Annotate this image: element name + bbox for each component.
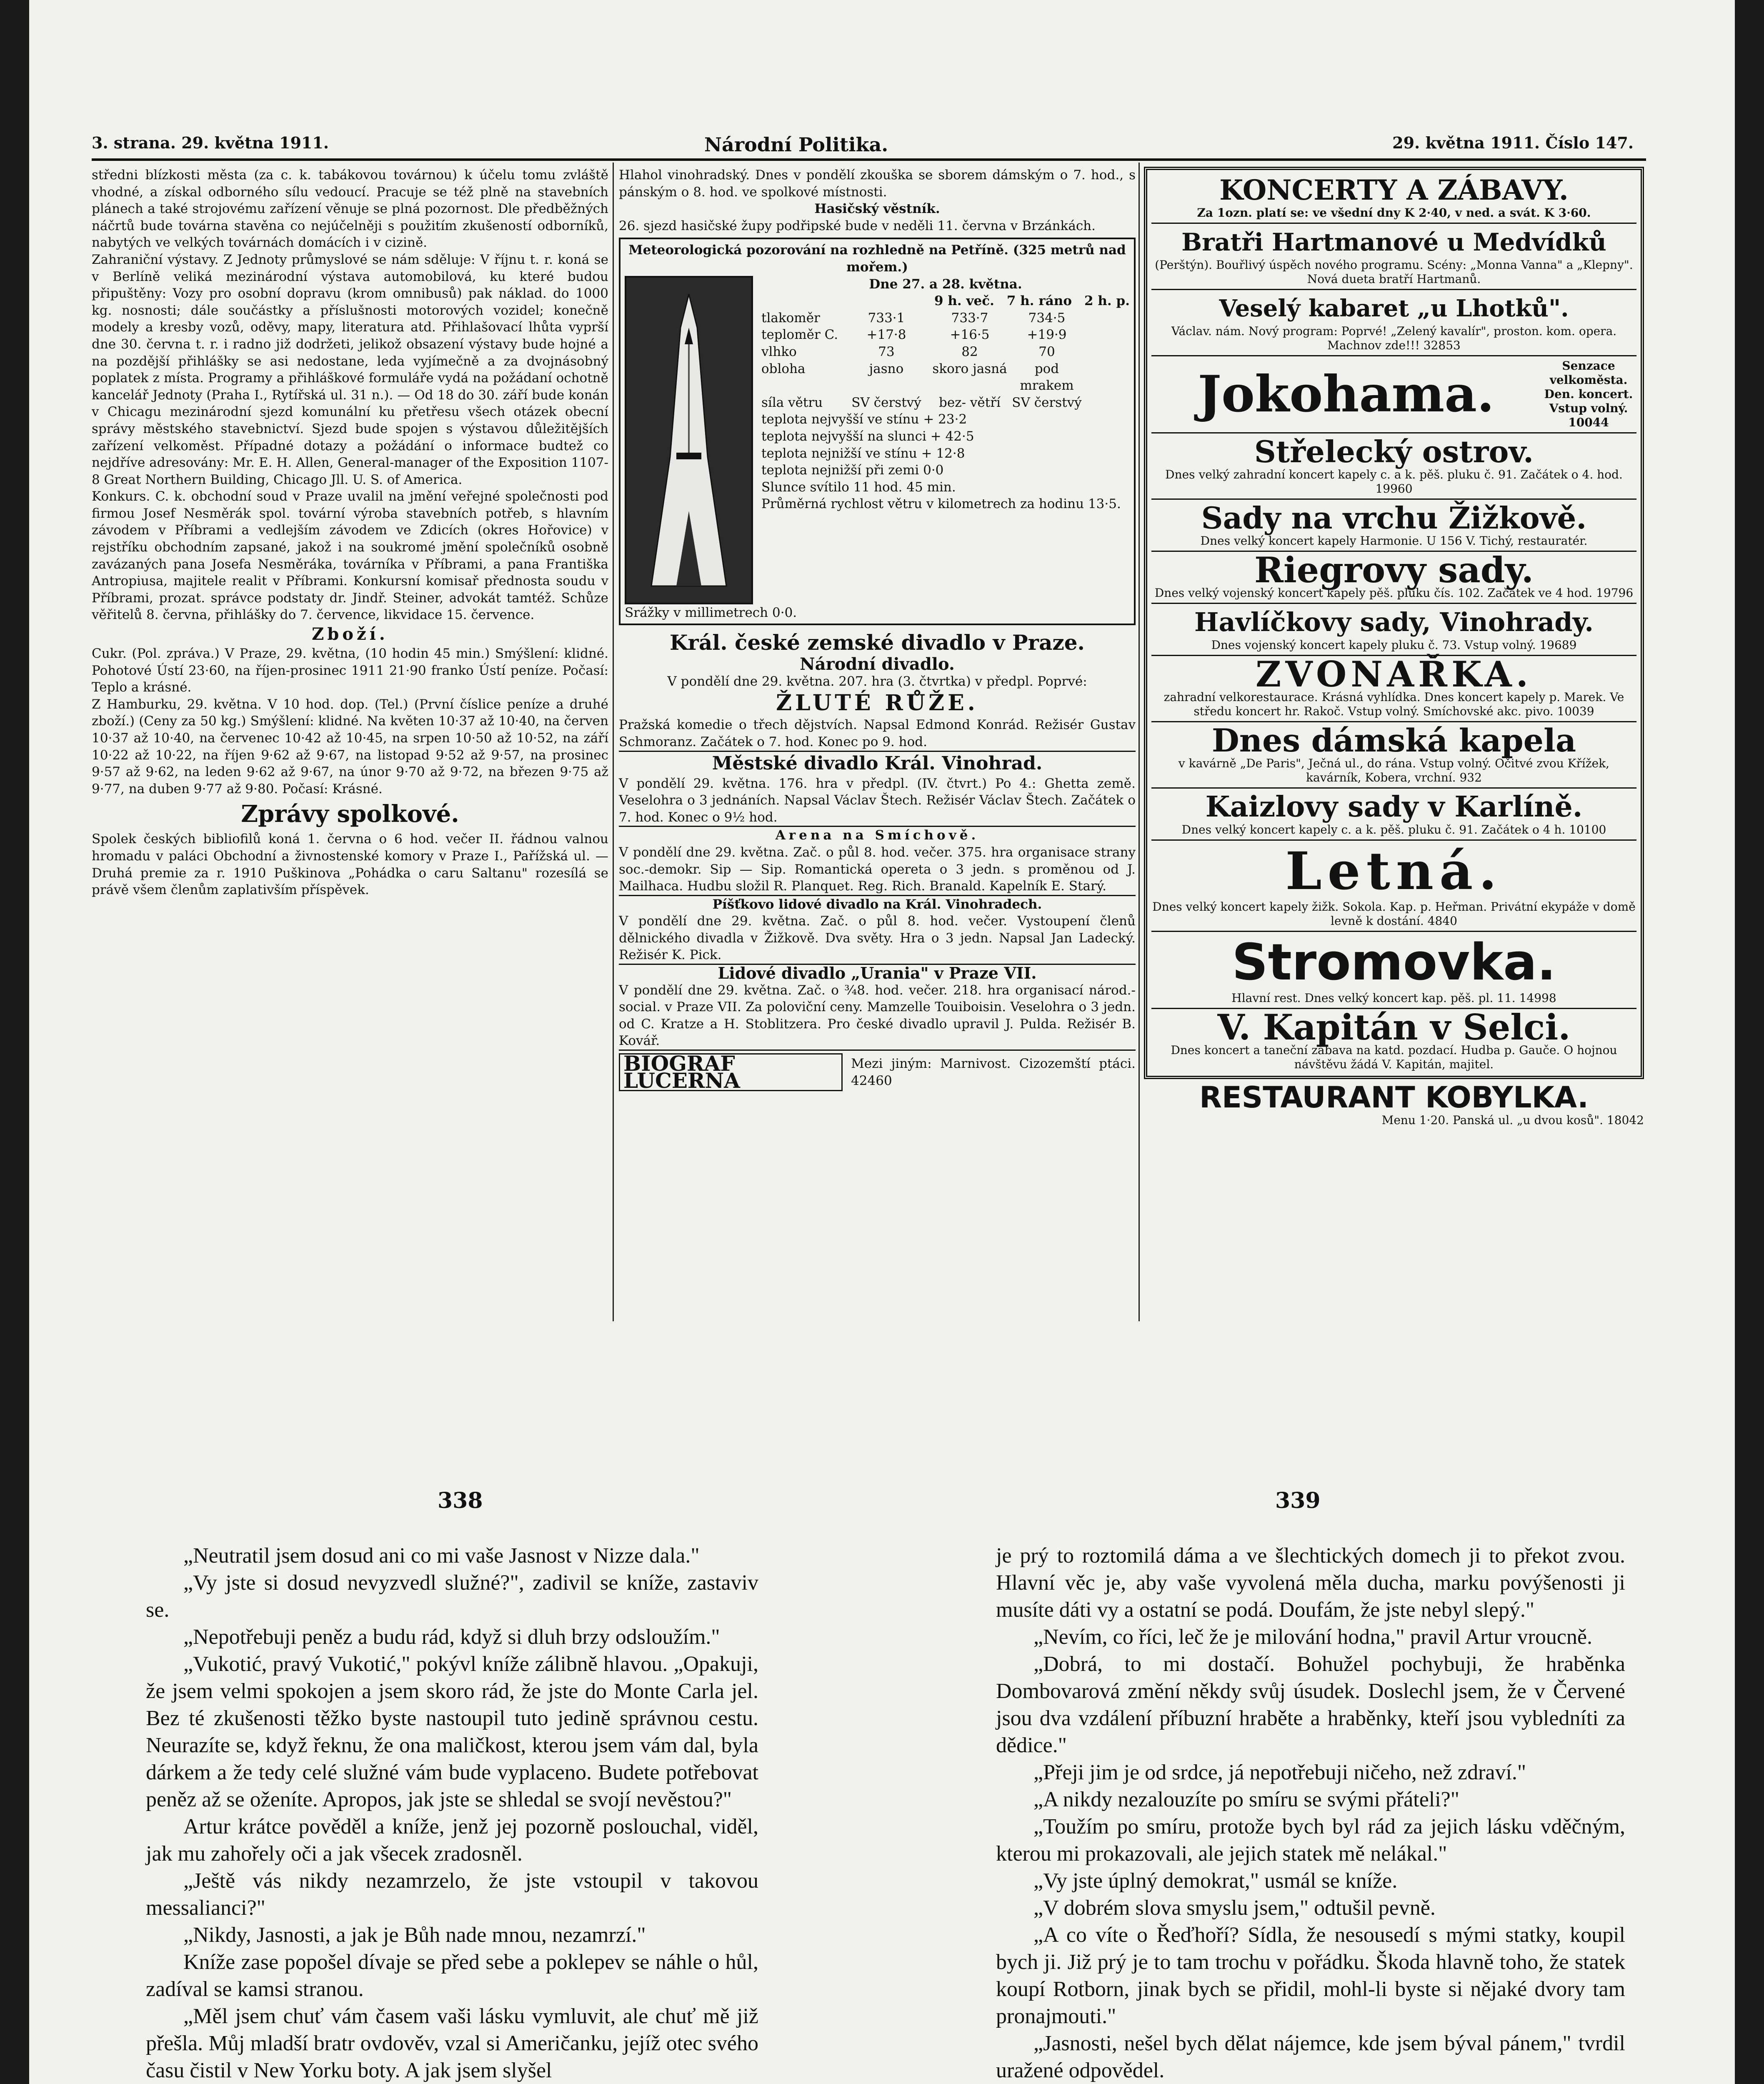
biograf-title: BIOGRAF LUCERNA [619,1053,843,1091]
ad-separator [1151,787,1636,789]
meteo-extra: Srážky v millimetrech 0·0. [625,605,797,620]
novel-page-left [146,1542,758,2084]
ad-hartman: Bratři Hartmanové u Medvídků [1181,228,1606,256]
meteo-extra: teplota nejvyšší ve stínu + 23·2 [761,412,967,427]
article-tobacco: středni blízkosti města (za c. k. tabákovou továrnou) k účelu tomu zvláště vhodné, a získal odborného sílu vedoucí. Pracuje se též plně na stavebních plánech a také strojovému zařízení věnuje se plná pozornost. Dle předběžných náčrtů bude továrna stavěna co nejúčelněji s použitím zkušeností odborníků, nabytých ve velkých továrnách domácích i v cizině. [92,168,608,250]
meteo-value: pod mrakem [1020,361,1074,393]
meteo-row [761,361,1130,394]
novel-paragraph: „A nikdy nezalouzíte po smíru se svými přáteli?" [1033,1788,1459,1811]
ad-separator [1151,223,1636,224]
novel-paragraph: „Dobrá, to mi dostačí. Bohužel pochybuji, že hraběnka Dombovarová změní někdy svůj úsudek. Doslechl jsem, že v Červené jsou dva vzdálení příbuzní hraběte a hraběnky, kteří jsou vybledníti za dědice." [996,1652,1625,1757]
arena-text: V pondělí dne 29. května. Zač. o půl 8. hod. večer. 375. hra organisace strany soc.-demokr. Sip — Sip. Romantická opereta o 3 jedn. s proměnou od J. Mailhaca. Hudbu složil R. Planquet. Reg. Rich. Branald. Kapelník E. Starý. [619,844,1136,894]
meteo-box [619,238,1136,625]
play-title: ŽLUTÉ RŮŽE. [776,690,978,716]
ad-lhotka: Veselý kabaret „u Lhotků". [1219,295,1569,322]
meteo-hour: 2 h. p. [1084,293,1130,309]
meteo-value: SV čerstvý [1012,395,1082,410]
ad-separator [1151,603,1636,604]
ad-zizkov: Sady na vrchu Žižkově. [1201,500,1587,536]
ad-kobylka: RESTAURANT KOBYLKA. [1199,1080,1589,1115]
novel-paragraph: Artur krátce pověděl a kníže, jenž jej pozorně poslouchal, viděl, jak mu zahořely oči a jak všecek zradosněl. [146,1815,758,1866]
novel-paragraph: „V dobrém slova smyslu jsem," odtušil pevně. [1033,1896,1436,1920]
ad-separator [1151,289,1636,290]
meteo-row [761,310,1130,327]
ad-zvonarka: ZVONAŘKA. [1256,654,1532,695]
header-left: 3. strana. 29. května 1911. [92,133,329,152]
novel-paragraph: „Nikdy, Jasnosti, a jak je Bůh nade mnou, nezamrzí." [183,1923,646,1947]
meteo-label: síla větru [761,395,823,410]
meteo-value: +19·9 [1027,327,1067,343]
ad-letna-sub: Dnes velký koncert kapely žižk. Sokola. Kap. p. Heřman. Privátní ekypáže v domě levně k dostání. 4840 [1152,900,1636,928]
ad-havlickovy: Havlíčkovy sady, Vinohrady. [1194,607,1594,637]
article-sugar-prague: Cukr. (Pol. zpráva.) V Praze, 29. května, (10 hodin 45 min.) Smýšlení: klidné. Pohotové Ústí 23·60, na říjen-prosinec 1911 21·90 franko Ústí peníze. Počasí: Teplo a krásné. [92,646,608,695]
ad-jokohama-side: Senzace velkoměsta. Den. koncert. Vstup volný. 10044 [1544,359,1633,429]
meteo-row [761,343,1130,361]
meteo-extra: teplota nejvyšší na slunci + 42·5 [761,428,974,444]
theatre-title: Král. české zemské divadlo v Praze. [670,630,1085,655]
meteo-value: jasno [869,361,904,376]
page-number-left: 338 [438,1488,483,1513]
pistekovo-title: Píšťkovo lidové divadlo na Král. Vinohradech. [619,895,1136,913]
column-rule-2 [1138,163,1140,1321]
ad-stromovka-sub: Hlavní rest. Dnes velký koncert kap. pěš. pl. 11. 14998 [1231,991,1556,1005]
ad-riegrovy: Riegrovy sady. [1254,549,1534,591]
meteo-hours [761,293,1130,310]
ad-koncerty-sub: Za 1ozn. platí se: ve všední dny K 2·40, v ned. a svát. K 3·60. [1197,206,1591,220]
meteo-extra: teplota nejnižší ve stínu + 12·8 [761,446,965,461]
meteo-extra: teplota nejnižší při zemi 0·0 [761,463,944,478]
ad-hartman-sub: (Perštýn). Bouřlivý úspěch nového programu. Scény: „Monna Vanna" a „Klepny". Nová dueta bratří Hartmanů. [1155,258,1633,286]
ad-separator [1151,432,1636,433]
meteo-value: +16·5 [950,327,990,343]
section-title-zpravy: Zprávy spolkové. [241,800,459,828]
ad-zvonarka-sub: zahradní velkorestaurace. Krásná vyhlídka. Dnes koncert kapely p. Marek. Ve středu koncert hr. Rakoč. Vstup volný. Smíchovské akc. pivo. 10039 [1163,690,1624,718]
meteo-hour: 9 h. več. [934,293,994,309]
vinohrady-title: Městské divadlo Král. Vinohrad. [619,751,1136,775]
novel-paragraph: „Nepotřebuji peněz a budu rád, když si dluh brzy odsloužím." [183,1625,720,1649]
biograf-ad [619,1050,1136,1091]
ad-riegrovy-sub: Dnes velký vojenský koncert kapely pěš. pluku čís. 102. Začátek ve 4 hod. 19796 [1154,586,1634,600]
meteo-value: bez- větří [939,395,1001,410]
novel-paragraph: „Toužím po smíru, protože bych byl rád za jejich lásku vděčným, kterou mi prokazovali, ale jejich statek mě nelákal." [996,1815,1625,1866]
ad-strelecky-sub: Dnes velký zahradní koncert kapely c. a k. pěš. pluku č. 91. Začátek o 4. hod. 19960 [1165,468,1623,496]
ad-koncerty: KONCERTY A ZÁBAVY. [1219,174,1569,206]
pistekovo-text: V pondělí dne 29. května. Zač. o půl 8. hod. večer. Vystoupení členů dělnického divadla v Žižkově. Dva světy. Hra o 3 jedn. Napsal Jan Ladecký. Režisér K. Pick. [619,914,1136,963]
novel-paragraph: „Jasnosti, nešel bych dělat nájemce, kde jsem býval pánem," tvrdil uražené odpovědel. [996,2031,1625,2082]
article-sugar-hamburg: Z Hamburku, 29. května. V 10 hod. dop. (Tel.) (První číslice peníze a druhé zboží.) (Ceny za 50 kg.) Smýšlení: klidné. Na květen 10·37 až 10·40, na červen 10·37 až 10·40, na červenec 10·42 až 10·45, na srpen 10·50 až 10·52, na září 10·22 až 10·22, na říjen 9·62 až 9·67, na listopad 9·52 až 9·57, na prosinec 9·57 až 9·62, na leden 9·62 až 9·67, na únor 9·70 až 9·72, na březen 9·75 až 9·77, na duben 9·77 až 9·80. Počasí: Krásné. [92,696,608,797]
meteo-label: teploměr C. [761,327,838,343]
section-title-hasicsky: Hasičský věstník. [814,201,940,217]
ad-kapitan: V. Kapitán v Selci. [1217,1007,1571,1048]
novel-paragraph: „Přeji jim je od srdce, já nepotřebuji ničeho, než zdraví." [1033,1761,1526,1784]
meteo-value: skoro jasná [932,361,1007,376]
ad-separator [1151,839,1636,841]
masthead: Národní Politika. [704,133,888,156]
narodni-title: Národní divadlo. [800,654,955,674]
petrin-tower-image [625,276,753,604]
novel-paragraph: „A co víte o Řeďhoří? Sídla, že nesousedí s mými statky, koupil bych ji. Již prý je to tam trochu v pořádku. Škoda hlavně toho, že statek koupí Rotborn, jinak bych se přidil, mohl-li byste si nějaké dvory tam pronajmouti." [996,1923,1625,2028]
scan-edge-left [0,0,29,2084]
ad-separator [1151,931,1636,932]
article-konkurs: Konkurs. C. k. obchodní soud v Praze uvalil na jmění veřejné společnosti pod firmou Josef Nesměrák spol. tovární výroba stavebních potřeb, s hlavním závodem v Příbrami a vedlejším závodem ve Zdicích (okres Hořovice) v rejstříku obchodním zapsané, jakož i na soukromé jmění společníků osobně zavázaných pana Josefa Nesměráka, továrníka v Příbrami, a pana Františka Antropiusa, majitele realit v Příbrami. Konkursní komisař přednosta soudu v Příbrami, prozat. správce podstaty dr. Jindř. Steiner, advokát tamtéž. Schůze věřitelů 8. června, přihlášky do 7. července, likvidace 15. července. [92,489,608,623]
meteo-value: 733·1 [868,310,905,326]
page-number-right: 339 [1275,1488,1321,1513]
column-rule-1 [613,163,614,1321]
ad-damska: Dnes dámská kapela [1211,722,1576,759]
newspaper-header [92,129,1634,158]
meteo-value: +17·8 [866,327,906,343]
novel-paragraph: „Nevím, co říci, leč že je milování hodna," pravil Artur vroucně. [1033,1625,1592,1649]
ad-kapitan-sub: Dnes koncert a taneční zábava na katd. pozdací. Hudba p. Gauče. O hojnou návštěvu žádá V. Kapitán, majitel. [1171,1043,1617,1071]
article-hasici: 26. sjezd hasičské župy podřipské bude v neděli 11. června v Brzánkách. [619,218,1096,233]
meteo-value: 734·5 [1028,310,1066,326]
arena-title: Arena na Smíchově. [619,826,1136,844]
urania-title: Lidové divadlo „Urania" v Praze VII. [619,964,1136,982]
meteo-row [761,394,1130,411]
ad-havlickovy-sub: Dnes vojenský koncert kapely pluku č. 73. Vstup volný. 19689 [1211,638,1577,652]
header-rule [92,158,1646,161]
column-3-ads [1144,167,1644,1127]
novel-paragraph: „Vy jste si dosud nevyzvedl služné?", zadivil se kníže, zastaviv se. [146,1571,758,1622]
ad-zizkov-sub: Dnes velký koncert kapely Harmonie. U 156 V. Tichý, restauratér. [1200,534,1588,548]
ad-letna: Letná. [1285,841,1503,902]
meteo-value: 733·7 [951,310,988,326]
novel-paragraph: Kníže zase popošel dívaje se před sebe a poklepev se náhle o hůl, zadíval se kamsi stranou. [146,1950,758,2001]
novel-paragraph: „Neutratil jsem dosud ani co mi vaše Jasnost v Nizze dala." [183,1544,700,1568]
ad-kaizlovy: Kaizlovy sady v Karlíně. [1205,790,1583,824]
meteo-value: SV čerstvý [851,395,921,410]
meteo-label: tlakoměr [761,310,820,326]
ad-lhotka-sub: Václav. nám. Nový program: Poprvé! „Zelený kavalír", proston. kom. opera. Machnov zde!!! 32853 [1171,324,1617,352]
meteo-title: Meteorologická pozorování na rozhledně na Petříně. (325 metrů nad mořem.) [628,243,1126,275]
novel-paragraph: „Vukotić, pravý Vukotić," pokývl kníže zálibně hlavou. „Opakuji, že jsem velmi spokojen a jsem skoro rád, že jste do Monte Carla jel. Bez té zkušenosti těžko byste nastoupil tuto jedině správnou cestu. Neurazíte se, když řeknu, že ona maličkost, kterou jsem vám dal, byla dárkem a že tedy celé služné vám bude vyplaceno. Budete potřebovat peněz až se oženíte. Apropos, jak jste se shledal se svojí nevěstou?" [146,1652,758,1811]
ad-separator [1151,498,1636,500]
article-exhibitions: Zahraniční výstavy. Z Jednoty průmyslové se nám sděluje: V říjnu t. r. koná se v Berlíně veliká mezinárodní výstava automobilová, ku které budou připuštěny: Vozy pro osobní dopravu (krom omnibusů) pak náklad. do 1000 kg. nosnosti; dále součástky a příslušnosti motorových vozidel; konečně modely a kresby vozů, oděvy, mapy, literatura atd. Přihlašovací lhůta vyprší dne 30. června t. r. i radno již dodržeti, jelikož obsazení výstavy bude hojné a na pozdější přihlášky se asi nedostane, leda vyjímečně a za dvojnásobný poplatek z místa. Programy a přihláškové formuláře vydá na požádaní ochotně kancelář Jednoty (Praha I., Rytířská ul. 31 n.). — Od 18 do 30. září bude konán v Chicagu mezinárodní sjezd komunální ku přetřesu všech otázek obecní správy městského stavebnictví. Sjezd bude spojen s výstavou důležitějších zařízení velkoměst. Případné dotazy a požádání o informace budtež co nejdříve adresovány: Mr. E. H. Allen, General-manager of the Exposition 1107-8 Great Northern Building, Chicago Jll. U. S. of America. [92,252,608,487]
meteo-label: vlhko [761,344,797,359]
column-1 [92,167,608,899]
meteo-label: obloha [761,361,806,376]
narodni-text2: Pražská komedie o třech dějstvích. Napsal Edmond Konrád. Režisér Gustav Schmoranz. Začátek o 7. hod. Konec po 9. hod. [619,717,1136,749]
meteo-extra: Průměrná rychlost větru v kilometrech za hodinu 13·5. [761,496,1121,512]
ad-jokohama [1151,359,1636,430]
meteo-date: Dne 27. a 28. května. [869,276,1022,292]
vinohrady-text: V pondělí 29. května. 176. hra v předpl. (IV. čtvrt.) Po 4.: Ghetta země. Veselohra o 3 jednáních. Napsal Václav Štech. Režisér Václav Štech. Začátek o 7. hod. Konec o 9½ hod. [619,776,1136,825]
novel-paragraph: je prý to roztomilá dáma a ve šlechtických domech ji to překot zvou. Hlavní věc je, aby vaše vyvolená měla ducha, marku povýšenosti ji musíte dáti vy a ostatní se podá. Doufám, že jste nebyl slepý." [996,1544,1625,1622]
header-right: 29. května 1911. Číslo 147. [1392,133,1634,152]
article-hlahol: Hlahol vinohradský. Dnes v pondělí zkouška se sborem dámským o 7. hod., s pánským o 8. hod. ve spolkové místnosti. [619,168,1136,200]
novel-page-right [996,1542,1625,2084]
article-bibliofil: Spolek českých bibliofilů koná 1. června o 6 hod. večer II. řádnou valnou hromadu v paláci Obchodní a živnostenské komory v Praze I., Pařížská ul. — Druhá premie za r. 1910 Puškinova „Pohádka o caru Saltanu" rozesílá se právě všem členům zaplativším příspěvek. [92,832,608,898]
ad-kobylka-sub: Menu 1·20. Panská ul. „u dvou kosů". 18042 [1381,1113,1644,1127]
meteo-row [761,326,1130,343]
novel-paragraph: „Ještě vás nikdy nezamrzelo, že jste vstoupil v takovou messalianci?" [146,1869,758,1920]
ad-strelecky: Střelecký ostrov. [1254,434,1534,469]
biograf-text: Mezi jiným: Marnivost. Cizozemští ptáci. 42460 [851,1056,1136,1088]
column-2 [619,167,1136,1091]
meteo-value: 73 [878,344,895,359]
scan-edge-right [1735,0,1764,2084]
urania-text: V pondělí dne 29. května. Zač. o ¾8. hod. večer. 218. hra organisací národ.-social. v Praze VII. Za polovičnı́ ceny. Mamzelle Touiboisin. Veselohra o 3 jedn. od C. Kratze a H. Stoblitzera. Pro české divadlo upravil J. Pulda. Režisér B. Kovář. [619,982,1136,1049]
meteo-value: 82 [961,344,978,359]
narodni-text: V pondělí dne 29. května. 207. hra (3. čtvrtka) v předpl. Poprvé: [667,674,1087,689]
section-title-zbozi: Zboží. [312,624,388,644]
ad-damska-sub: v kavárně „De Paris", Ječná ul., do rána. Vstup volný. Očitvé zvou Křížek, kavárník, Kobera, vrchní. 932 [1178,756,1610,784]
ads-frame [1144,167,1644,1079]
novel-paragraph: „Měl jsem chuť vám časem vaši lásku vymluvit, ale chuť mě již přešla. Můj mladší bratr ovdověv, vzal si Američanku, jejíž otec svého času čistil v New Yorku boty. A jak jsem slyšel [146,2004,758,2082]
ad-stromovka: Stromovka. [1232,934,1556,992]
ad-separator [1151,355,1636,356]
meteo-value: 70 [1038,344,1055,359]
ad-kaizlovy-sub: Dnes velký koncert kapely c. a k. pěš. pluku č. 91. Začátek o 4 h. 10100 [1181,823,1606,837]
meteo-extra: Slunce svítilo 11 hod. 45 min. [761,479,956,495]
ad-jokohama-title: Jokohama. [1198,365,1494,423]
novel-paragraph: „Vy jste úplný demokrat," usmál se kníže. [1033,1869,1398,1893]
meteo-hour: 7 h. ráno [1006,293,1072,309]
